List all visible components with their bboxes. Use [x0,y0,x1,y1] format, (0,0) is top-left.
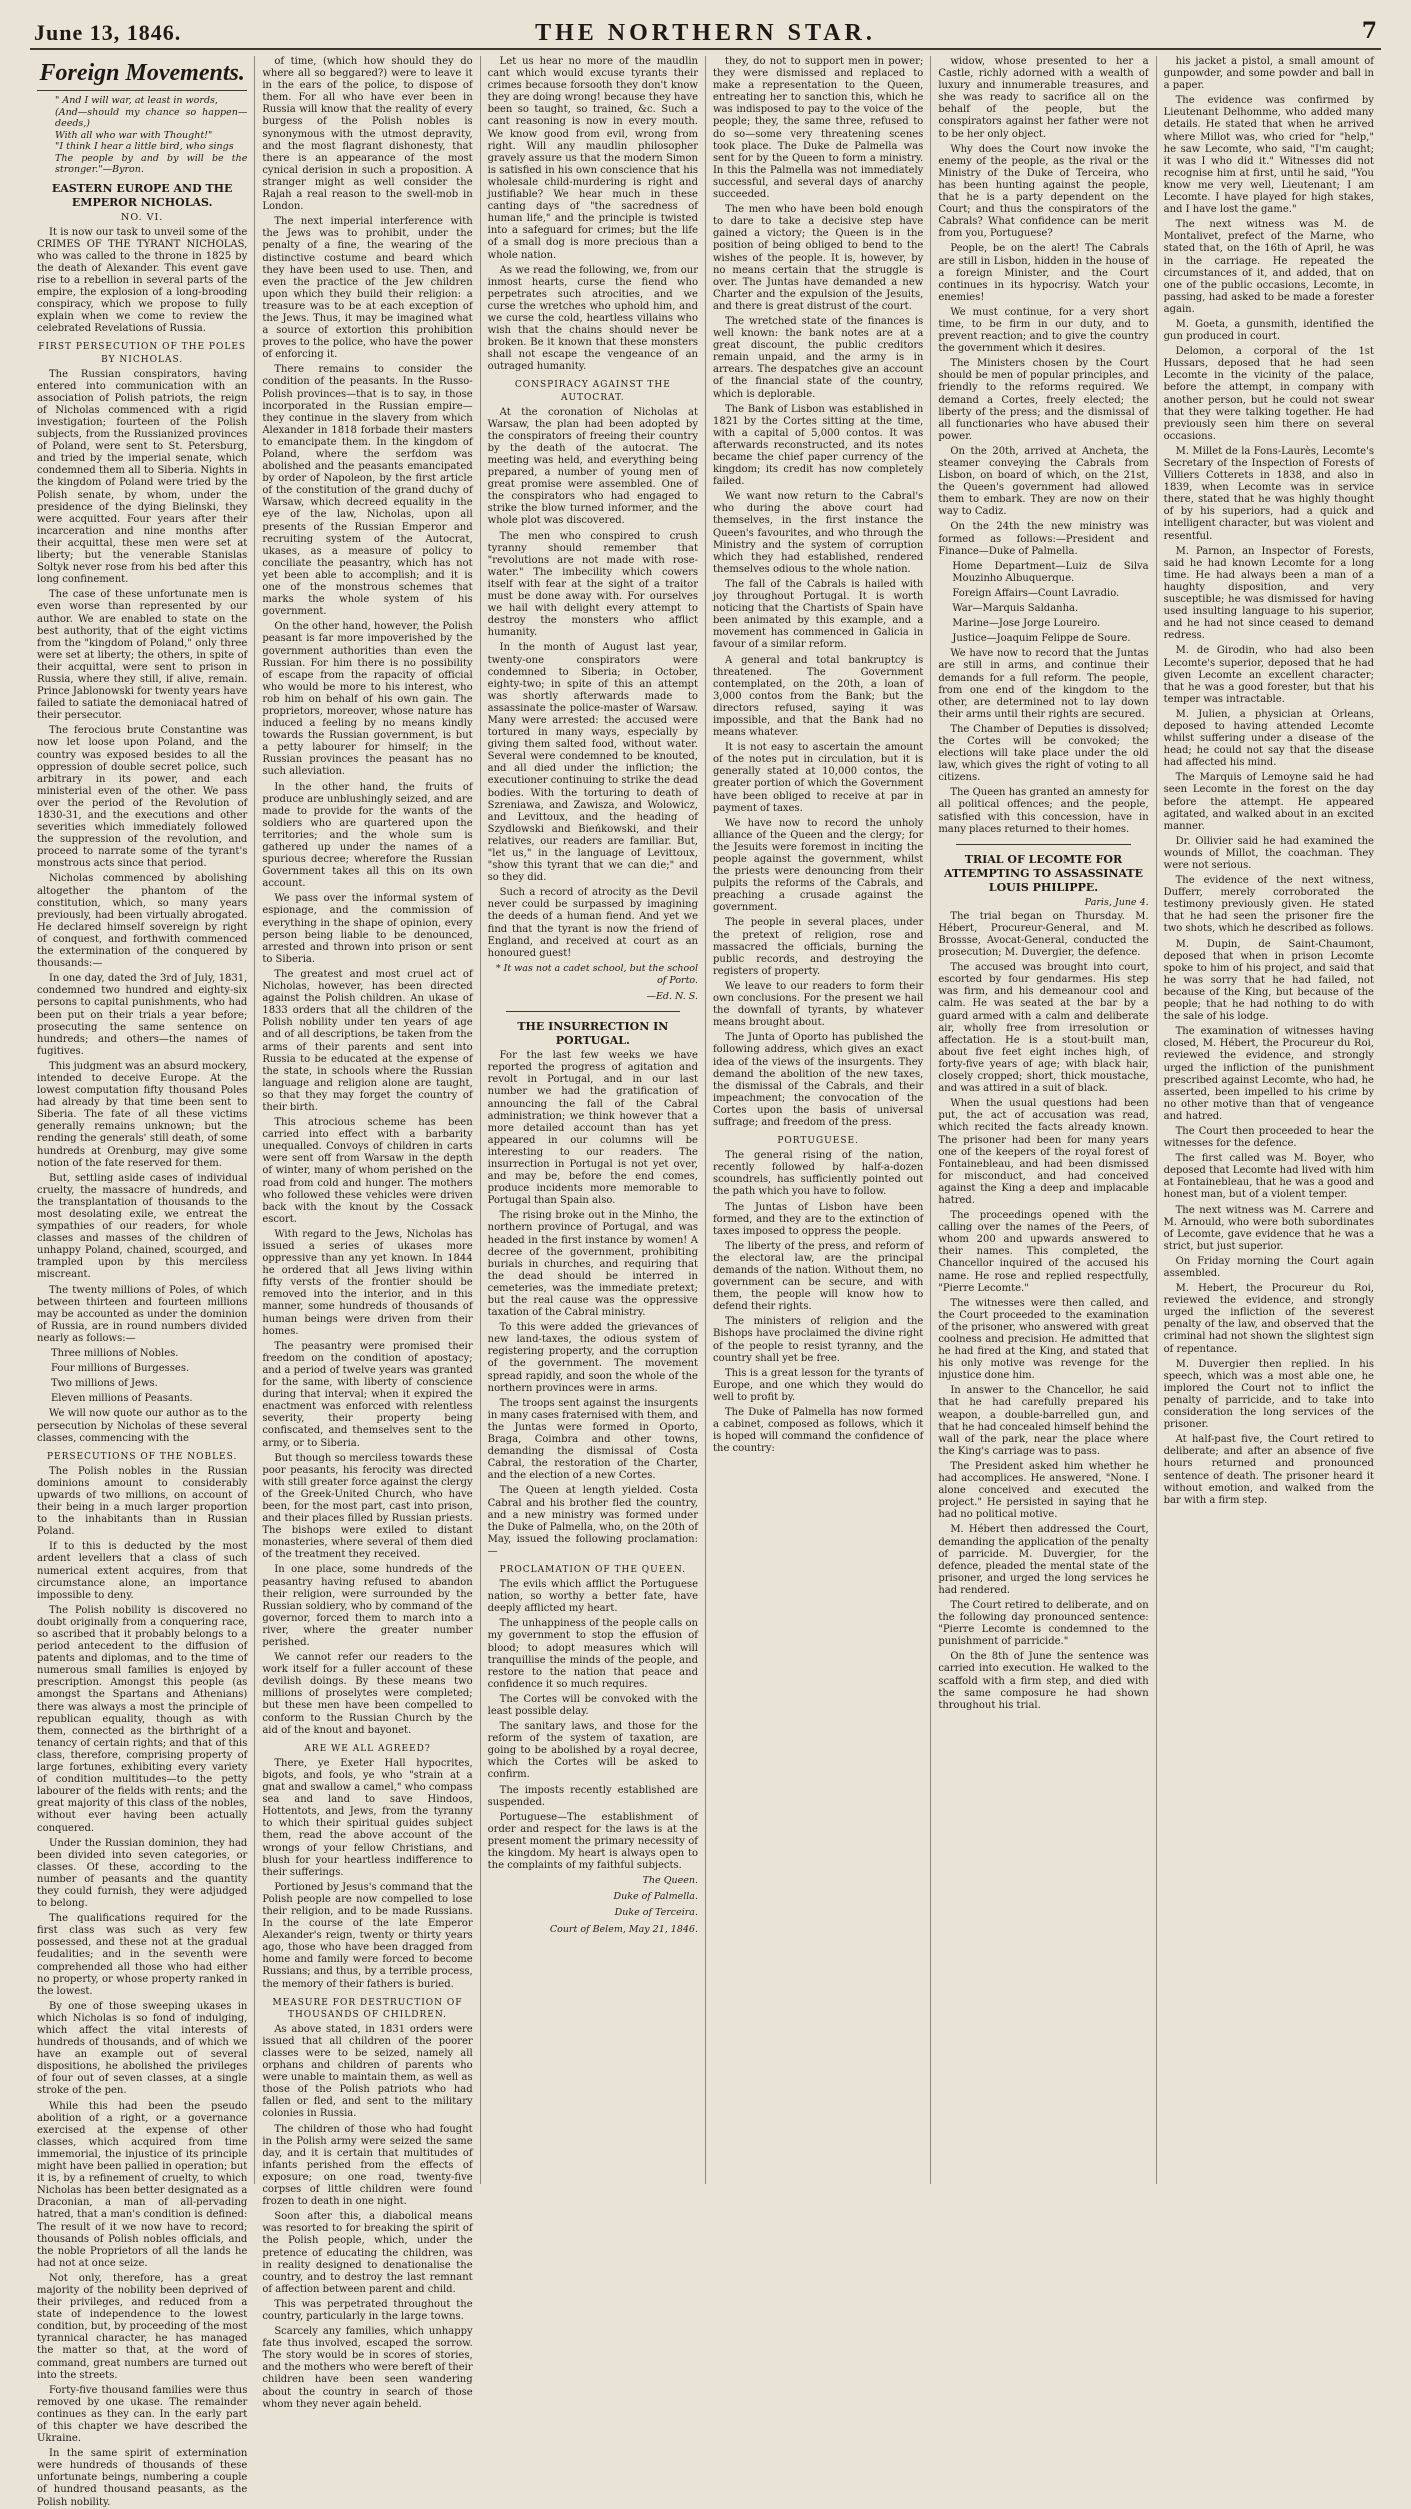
paragraph: The next witness was M. Carrere and M. Arnould, who were both subordinates of Lecomte, gave evidence that he was a strict, but just superior. [1163,1204,1374,1252]
paragraph: Dr. Ollivier said he had examined the wounds of Millot, the coachman. They were not serious. [1163,835,1374,871]
paragraph: The Queen at length yielded. Costa Cabral and his brother fled the country, and a new ministry was formed under the Duke of Palmella, who, on the 20th of May, issued the following proclamation:— [487,1485,698,1557]
paragraph: The Russian conspirators, having entered into communication with an association of Polish patriots, the reign of Nicholas commenced with a rigid investigation; fourteen of the Polish subjects, from the Russianized provinces of Poland, were sent to St. Petersburg, and tried by the imperial senate, which condemned them all to Siberia. Nights in the kingdom of Poland were tried by the Polish senate, by whom, under the presidence of the dying Bielinski, they were acquitted. Four years after their incarceration and nine months after their acquittal, these men were set at liberty; but the venerable Stanislas Soltyk never rose from his bed after this long confinement. [37,368,248,586]
article-title: THE INSURRECTION IN PORTUGAL. [517,1020,669,1048]
paragraph: On the other hand, however, the Polish peasant is far more impoverished by the government authorities than even the Russian. For him there is no possibility of escape from the rapacity of official who would be more to his interest, who rob him on behalf of his own gain. The proprietors, moreover, whose nature has induced a feeling by no means kindly towards the Russian government, is but a petty labourer for himself; in the Russian provinces the peasant has no such alleviation. [262,621,473,778]
paragraph: Soon after this, a diabolical means was resorted to for breaking the spirit of the Polish people, which, under the pretence of educating the children, was in reality designed to denationalise the country, and to destroy the last remnant of affection between parent and child. [262,2211,473,2295]
paragraph: The peasantry were promised their freedom on the condition of apostacy; and a period of twelve years was granted for the same, with liberty of conscience during that interval; when it expired the enactment was enforced with relentless severity, their property being confiscated, and themselves sent to the army, or to Siberia. [262,1340,473,1449]
paragraph: The wretched state of the finances is well known: the bank notes are at a great discount, the public creditors remain unpaid, and the army is in arrears. The despatches give an account of the financial state of the country, which is deplorable. [712,315,924,400]
paragraph: The men who conspired to crush tyranny should remember that "revolutions are not made with rose-water." The imbecility which cowers itself with fear at the sight of a traitor must be done away with. For ourselves we hail with delight every attempt to destroy the monsters who afflict humanity. [487,530,698,639]
paragraph: The fall of the Cabrals is hailed with joy throughout Portugal. It is worth noticing that the Chartists of Spain have been animated by this example, and a movement has commenced in Galicia in favour of a similar reform. [712,578,924,651]
paragraph: The case of these unfortunate men is even worse than represented by our author. We are enabled to state on the best authority, that of the eight victims from the "kingdom of Poland," only three were set at liberty; the others, in spite of their acquittal, were sent to prison in Russia, where they still, if alive, remain. Prince Jablonowski for twenty years have failed to satiate the demoniacal hatred of their persecutor. [37,589,248,722]
paragraph: As we read the following, we, from our inmost hearts, curse the fiend who perpetrates such atrocities, and we curse the wretches who uphold him, and we curse the cold, heartless villains who wish that the chains should never be broken. Be it known that these monsters shall not escape the vengeance of an outraged humanity. [487,264,698,373]
paragraph: The next imperial interference with the Jews was to prohibit, under the penalty of a fine, the wearing of the distinctive costume and beard which they have been used to use. Then, and even the practice of the Jew children upon which they build their religion: a treasure was to be at each exception of the Jews. Thus, it may be imagined what a source of extortion this prohibition proves to the police, who have the power of enforcing it. [262,216,473,361]
subheading: MEASURE FOR DESTRUCTION OF THOUSANDS OF CHILDREN. [272,1997,463,2020]
paragraph: The Juntas of Lisbon have been formed, and they are to the extinction of taxes imposed to oppress the people. [712,1201,924,1237]
paragraph: People, be on the alert! The Cabrals are still in Lisbon, hidden in the house of a foreign Minister, and the Court continues in its hypocrisy. Watch your enemies! [938,243,1149,303]
list-item: Eleven millions of Peasants. [51,1393,193,1405]
paragraph: The examination of witnesses having closed, M. Hébert, the Procureur du Roi, reviewed the evidence, and strongly urged the infliction of the punishment prescribed against Lecomte, who had, he asserted, been impelled to his crime by no other motive than that of vengeance and hatred. [1163,1026,1374,1122]
paragraph: The Polish nobles in the Russian dominions amount to considerably upwards of two millions, on account of their being in a much larger proportion to the inhabitants than in Russian Poland. [37,1465,248,1538]
paragraph: The sanitary laws, and those for the reform of the system of taxation, are going to be abolished by a royal decree, which the Cortes will be asked to confirm. [487,1721,698,1781]
paragraph: The Polish nobility is discovered no doubt originally from a conquering race, so ascribed that it probably belongs to a period antecedent to the diffusion of patents and diplomas, and to the time of numerous small families is enjoyed by prescription. Amongst this people (as amongst the Spartans and Athenians) there was always a most the principle of republican equality, though as with them, connected as the birthright of a tenancy of certain rights; and that of this class, therefore, comprising property of large fortunes, exhibiting every variety of condition multitudes—to the petty labourer of the fields with rents; and the great majority of this class of the nobles, without ever having been actually conquered. [37,1604,248,1834]
paragraph: We want now return to the Cabral's who during the above court had themselves, in the first instance the Queen's favourites, and who through the Ministry and the system of corruption which they had established, rendered themselves odious to the whole nation. [712,491,924,575]
article-title: TRIAL OF LECOMTE FOR ATTEMPTING TO ASSASSINATE LOUIS PHILIPPE. [943,852,1143,894]
column-6 [1157,56,1381,2184]
paragraph: The troops sent against the insurgents in many cases fraternised with them, and the Juntas were formed in Oporto, Braga, Coimbra and other towns, demanding the dismissal of Costa Cabral, the restoration of the Charter, and the election of a new Cortes. [487,1397,698,1482]
paragraph: We will now quote our author as to the persecution by Nicholas of these several classes, commencing with the [37,1408,248,1444]
subheading: PORTUGUESE. [777,1136,859,1147]
paragraph: M. Hébert then addressed the Court, demanding the application of the penalty of parricide. M. Duvergier, for the defence, pleaded the mental state of the prisoner, and urged the long services he had rendered. [938,1524,1149,1596]
paragraph: A general and total bankruptcy is threatened. The Government contemplated, on the 20th, a loan of 3,000 contos from the Bank; but the directors refused, saying it was impossible, and that the Bank had no means whatever. [712,654,924,739]
paragraph: In the month of August last year, twenty-one conspirators were condemned to Siberia; in October, eighty-two; in spite of this an attempt was shortly afterwards made to assassinate the police-master of Warsaw. Many were arrested: the accused were tortured in many ways, especially by giving them salted food, without water. Several were condemned to be knouted, and all died under the infliction; the executioner continuing to strike the dead bodies. With the torturing to death of Szreniawa, and Zawisza, and Wolowicz, and Levittoux, and the heading of Szydlowski and Bieńkowski, and their relatives, our readers are familiar. But, "let us," in the language of Levittoux, "show this tyrant that we can die;" and so they did. [487,642,698,884]
paragraph: While this had been the pseudo abolition of a right, or a governance exercised at the expense of other classes, which acquired from time immemorial, the injustice of its principle might have been pallied in operation; but it is, by a refinement of cruelty, to which Nicholas has been better designated as a Draconian, a man of all-pervading hatred, that a man's condition is defined: The result of it we now have to record; thousands of Polish nobles officials, and the noble Proprietors of all the lands he had not at once seize. [37,2100,248,2269]
paragraph: The imposts recently established are suspended. [487,1784,698,1808]
list-item: Four millions of Burgesses. [51,1363,190,1375]
paragraph: The Queen has granted an amnesty for all political offences; and the people, satisfied with this concession, have in many places returned to their homes. [938,787,1149,835]
paragraph: We cannot refer our readers to the work itself for a fuller account of these devilish doings. By these means two millions of proselytes were completed; but these men have been compelled to conform to the Russian Church by the aid of the knout and bayonet. [262,1652,473,1736]
paragraph: At half-past five, the Court retired to deliberate; and after an absence of five hours returned and pronounced sentence of death. The prisoner heard it without emotion, and walked from the bar with a firm step. [1163,1434,1374,1506]
paragraph: M. Hebert, the Procureur du Roi, reviewed the evidence, and strongly urged the infliction of the severest penalty of the law, and observed that the criminal had not shown the slightest sign of repentance. [1163,1283,1374,1355]
list-item: War—Marquis Saldanha. [952,603,1079,615]
paragraph: The next witness was M. de Montalivet, prefect of the Marne, who stated that, on the 16th of April, he was in the carriage. He repeated the circumstances of it, and added, that on one of the public occasions, Lecomte, in passing, had asked to be made a forester again. [1163,219,1374,315]
paragraph: Forty-five thousand families were thus removed by one ukase. The remainder continues as they can. In the early part of this chapter we have described the Ukraine. [37,2384,248,2445]
subheading: CONSPIRACY AGAINST THE AUTOCRAT. [514,380,671,403]
paragraph: The witnesses were then called, and the Court proceeded to the examination of the prisoner, who answered with great coolness and precision. He admitted that he had fired at the King, and stated that his only motive was revenge for the injustice done him. [938,1297,1149,1382]
paragraph: they, do not to support men in power; they were dismissed and replaced to make a representation to the Queen, entreating her to sanction this, which he was indisposed to pay to the voice of the people; they, the same three, refused to do so—some very threatening scenes took place. The Duke de Palmella was sent for by the Queen to form a ministry. In this the Palmella was not immediately successful, and several days of anarchy succeeded. [712,56,924,201]
article-title: EASTERN EUROPE AND THE EMPEROR NICHOLAS. [51,181,233,209]
subheading: PROCLAMATION OF THE QUEEN. [499,1564,687,1575]
paragraph: M. Millet de la Fons-Laurès, Lecomte's Secretary of the Inspection of Forests of Villiers Cotterets in 1838, and also in 1839, when Lecomte was in service there, stated that he was highly thought of by his superiors, had a quick and intelligent character, but was violent and resentful. [1163,445,1374,542]
paragraph: of time, (which how should they do where all so beggared?) were to leave it in the ears of the police, to dispose of them. For all who have ever been in Russia will know that the reality of every burgess of the Polish nobles is synonymous with the utmost depravity, and the most flagrant dishonesty, that there is an appearance of the most cynical derision in such a proposition. A stranger might as well consider the Rajah a real reason to the swell-mob in London. [262,56,473,213]
paragraph: Portuguese—The establishment of order and respect for the laws is at the present moment the primary necessity of the kingdom. My heart is always open to the complaints of my faithful subjects. [487,1811,698,1872]
list-item: Two millions of Jews. [51,1378,158,1390]
paragraph: The rising broke out in the Minho, the northern province of Portugal, and was headed in the first instance by women! A decree of the government, prohibiting burials in churches, and requiring that the dead should be interred in cemeteries, was the immediate pretext; but the real cause was the oppressive taxation of the Cabral ministry. [487,1210,698,1319]
paragraph: When the usual questions had been put, the act of accusation was read, which recited the facts already known. The prisoner had been for many years one of the keepers of the royal forest of Fontainebleau, and had been dismissed for misconduct, and had conceived against the King a deep and implacable hatred. [938,1098,1149,1206]
paragraph: This was perpetrated throughout the country, particularly in the large towns. [262,2298,473,2322]
column-2 [255,56,480,2410]
paragraph: The Duke of Palmella has now formed a cabinet, composed as follows, which it is hoped will command the confidence of the country: [712,1407,924,1455]
section-title: Foreign Movements. [37,58,247,91]
paragraph: This is a great lesson for the tyrants of Europe, and one which they would do well to profit by. [712,1367,924,1403]
ministry-list [938,561,1148,646]
paragraph: Scarcely any families, which unhappy fate thus involved, escaped the sorrow. The story would be in scores of stories, and the mothers who were bereft of their children have been seen wandering about the country in search of those whom they never again beheld. [262,2326,473,2410]
paragraph: The twenty millions of Poles, of which between thirteen and fourteen millions may be accounted as under the dominion of Russia, are in round numbers divided nearly as follows:— [37,1284,248,1344]
paragraph: Such a record of atrocity as the Devil never could be surpassed by imagining the deeds of a human fiend. And yet we find that the tyrant is now the friend of England, and received at court as an honoured guest! [487,887,698,959]
paragraph: The Bank of Lisbon was established in 1821 by the Cortes sitting at the time, with a capital of 5,000 contos. It was afterwards reconstructed, and its notes became the chief paper currency of the kingdom; its credit has now completely failed. [712,403,924,488]
paragraph: The children of those who had fought in the Polish army were seized the same day, and it is certain that multitudes of infants perished from the effects of exposure; on one road, twenty-five corpses of little children were found frozen to death in one night. [262,2123,473,2208]
paragraph: With regard to the Jews, Nicholas has issued a series of ukases more oppressive than any yet known. In 1844 he ordered that all Jews living within fifty versts of the frontier should be removed into the interior, and in this manner, some hundreds of thousands of human beings were driven from their homes. [262,1228,473,1337]
paragraph: In the same spirit of extermination were hundreds of thousands of these unfortunate beings, numbering a couple of hundred thousand peasants, as the Polish nobility. [37,2448,248,2508]
paragraph: The ferocious brute Constantine was now let loose upon Poland, and the country was exposed besides to all the oppression of double secret police, such arbitrary in its power, and each ministerial even of the other. We pass over the period of the Revolution of 1830-31, and the executions and other severities which immediately followed the suppression of the revolution, and proceed to narrate some of the tyrant's monstrous acts since that period. [37,725,248,870]
paragraph: The Court then proceeded to hear the witnesses for the defence. [1163,1125,1374,1150]
paragraph: On the 24th the new ministry was formed as follows:—President and Finance—Duke of Palmella. [938,521,1149,557]
column-3 [481,56,706,2184]
paragraph: M. Julien, a physician at Orleans, deposed to having attended Lecomte whilst suffering under a disease of the head; he could not say that the disease had affected his mind. [1163,708,1374,769]
dateline: Court of Belem, May 21, 1846. [549,1923,698,1935]
paragraph: Under the Russian dominion, they had been divided into seven categories, or classes. Of these, according to the number of peasants and the quantity they could furnish, they were adjudged to belong. [37,1837,248,1910]
paragraph: The men who have been bold enough to dare to take a decisive step have gained a victory; the Queen is in the position of being obliged to bend to the wishes of the people. It is, however, by no means certain that the struggle is over. The Juntas have demanded a new Charter and the expulsion of the Jesuits, and there is great distrust of the court. [712,204,924,312]
paragraph: Let us hear no more of the maudlin cant which would excuse tyrants their crimes because forsooth they don't know they are doing wrong! because they have been so taught, so trained, &c. Such a cant reasoning is now in every mouth. We know good from evil, wrong from right. Will any maudlin philosopher gravely assure us that the modern Simon is satisfied in his own conscience that his wholesale child-murdering is right and justifiable? We hear much in these canting days of "the sacredness of human life," and the principle is twisted into a safeguard for crimes; but the life of a small dog is more precious than a whole nation. [487,56,698,261]
paragraph: There remains to consider the condition of the peasants. In the Russo-Polish provinces—that is to say, in those incorporated in the Russian empire—they continue in the slavery from which Alexander in 1818 forbade their masters to emancipate them. In the kingdom of Poland, where the serfdom was abolished and the peasants emancipated by order of Napoleon, by the first article of the constitution of the grand duchy of Warsaw, which decreed equality in the eye of the law, Nicholas, upon all presents of the Russian Emperor and recruiting system of the Autocrat, ukases, as a measure of policy to conciliate the peasantry, which has not yet been able to accomplish; and it is one of the monstrous schemes that marks the whole system of his government. [262,364,473,618]
paragraph: The unhappiness of the people calls on my government to stop the effusion of blood; to adopt measures which will tranquillise the minds of the people, and restore to the nation that peace and confidence it so much requires. [487,1618,698,1690]
paragraph: In the other hand, the fruits of produce are unblushingly seized, and are made to provide for the wants of the soldiers who are quartered upon the territories; and the whole sum is gathered up under the names of a spurious decree; wherefore the Russian Government takes all this on its own account. [262,781,473,890]
paragraph: Not only, therefore, has a great majority of the nobility been deprived of their privileges, and reduced from a state of independence to the lowest condition, but, by proceeding of the most tyrannical character, he has managed the matter so that, at the word of command, great numbers are turned out into the streets. [37,2272,248,2381]
list-item: Three millions of Nobles. [51,1348,179,1360]
paragraph: But though so merciless towards these poor peasants, his ferocity was directed with still greater force against the clergy of the Greek-United Church, who have been, for the most part, cast into prison, and their places filled by Russian priests. The bishops were exiled to distant monasteries, where several of them died of the treatment they received. [262,1452,473,1561]
list-item: Marine—Jose Jorge Loureiro. [952,618,1101,630]
paragraph: The qualifications required for the first class was such as very few possessed, and these not at the gradual feudalities; and in the seventh were comprehended all those who had either no property, or whose property ranked in the lowest. [37,1913,248,1997]
epigraph-line: " And I will war, at least in words, [55,95,218,106]
paragraph: On the 20th, arrived at Ancheta, the steamer conveying the Cabrals from Lisbon, on board of which, on the 21st, the Queen's government had allowed them to embark. They are now on their way to Cadiz. [938,445,1149,518]
paragraph: We pass over the informal system of espionage, and the commission of everything in the shape of opinion, every person being liable to be denounced, arrested and thrown into prison or sent to Siberia. [262,893,473,965]
paragraph: For the last few weeks we have reported the progress of agitation and revolt in Portugal, and in our last number we had the gratification of announcing the fall of the Cabral administration; we think however that a more detailed account than has yet appeared in our columns will be interesting to our readers. The insurrection in Portugal is not yet over, and may be, before the end comes, produce incidents more memorable to Portugal than Spain also. [487,1050,698,1207]
divider [956,844,1130,845]
paragraph: The people in several places, under the pretext of religion, rose and massacred the officials, burning the public records, and destroying the registers of property. [712,917,924,977]
footnote: * It was not a cadet school, but the school of Porto. [495,962,698,986]
article-number: NO. VI. [121,211,164,223]
paragraph: This judgment was an absurd mockery, intended to deceive Europe. At the lowest computation fifty thousand Poles had already by that time been sent to Siberia. The fate of all these victims generally remains unknown; but the rending the generals' still death, of some hundreds at Orenburg, may give some notion of the fate reserved for them. [37,1060,248,1169]
column-4 [706,56,931,2184]
paragraph: The President asked him whether he had accomplices. He answered, "None. I alone conceived and executed the project." He persisted in saying that he had no political motive. [938,1460,1149,1521]
paragraph: But, settling aside cases of individual cruelty, the massacre of hundreds, and the transplantation of thousands to the most desolating exile, we entreat the sympathies of our readers, for whole classes and masses of the children of unhappy Poland, chained, scourged, and trampled upon by this merciless miscreant. [37,1172,248,1281]
divider [506,1011,680,1012]
paragraph: We leave to our readers to form their own conclusions. For the present we hail the downfall of tyrants, by whatever means brought about. [712,980,924,1029]
signature: Duke of Palmella. [613,1891,698,1903]
paragraph: On Friday morning the Court again assembled. [1163,1255,1374,1279]
paragraph: Nicholas commenced by abolishing altogether the phantom of the constitution, which, so many years previously, had been virtually abrogated. He declared himself sovereign by right of conquest, and forthwith commenced the extermination of the conquered by thousands:— [37,873,248,970]
paragraph: The ministers of religion and the Bishops have proclaimed the divine right of the people to resist tyranny, and the country shall yet be free. [712,1316,924,1364]
paragraph: widow, whose presented to her a Castle, richly adorned with a wealth of luxury and innumerable treasures, and she was ready to sacrifice all on the behalf of the people, but the conspirators against her father were not to be her only object. [938,56,1149,140]
paragraph: There, ye Exeter Hall hypocrites, bigots, and fools, ye who "strain at a gnat and swallow a camel," who compass sea and land to save Hindoos, Hottentots, and Jews, from the tyranny to which their spiritual guides subject them, read the above account of the wrongs of your fellow Christians, and blush for your heartless indifference to their sufferings. [262,1757,473,1878]
paragraph: M. Goeta, a gunsmith, identified the gun produced in court. [1163,318,1374,343]
paragraph: We have now to record the unholy alliance of the Queen and the clergy; for the Jesuits were foremost in inciting the people against the government, whilst the priests were denouncing from their pulpits the reforms of the Cabrals, and preaching a crusade against the government. [712,817,924,914]
paragraph: It is not easy to ascertain the amount of the notes put in circulation, but it is generally stated at 10,000 contos, the greater portion of which the Government have been obliged to receive at par in payment of taxes. [712,742,924,814]
paragraph: On the 8th of June the sentence was carried into execution. He walked to the scaffold with a firm step, and died with the same composure he had shown throughout his trial. [938,1651,1149,1711]
editor-signature: —Ed. N. S. [646,991,698,1003]
list-item: Foreign Affairs—Count Lavradio. [952,587,1120,599]
population-list [37,1348,247,1405]
paragraph: The trial began on Thursday. M. Hébert, Procureur-General, and M. Brossse, Avocat-General, conducted the prosecution; M. Duvergier, the defence. [938,910,1149,959]
subheading: ARE WE ALL AGREED? [304,1743,431,1754]
column-1 [30,56,255,2508]
paragraph: M. Duvergier then replied. In his speech, which was a most able one, he implored the Court not to inflict the penalty of parricide, and to take into consideration the long services of the prisoner. [1163,1358,1374,1431]
epigraph-line: "I think I hear a little bird, who sings [55,141,234,152]
epigraph-line: The people by and by will be the stronger."—Byron. [55,152,248,175]
epigraph-line: With all who war with Thought!" [55,129,213,141]
paragraph: his jacket a pistol, a small amount of gunpowder, and some powder and ball in a paper. [1163,56,1374,92]
paragraph: It is now our task to unveil some of the CRIMES OF THE TYRANT NICHOLAS, who was called to the throne in 1825 by the death of Alexander. This event gave rise to a rebellion in several parts of the empire, the explosion of a long-brooding conspiracy, which we propose to fully explain when we come to review the celebrated Revelations of Russia. [37,226,248,335]
paragraph: To this were added the grievances of new land-taxes, the odious system of registering property, and the corruption of the government. The movement spread rapidly, and soon the whole of the northern provinces were in arms. [487,1322,698,1394]
paragraph: We have now to record that the Juntas are still in arms, and continue their demands for a full reform. The people, from one end of the kingdom to the other, are determined not to lay down their arms until their rights are secured. [938,648,1149,720]
paragraph: The Junta of Oporto has published the following address, which gives an exact idea of the views of the insurgents. They demand the abolition of the new taxes, the dismissal of the Cabrals, and their impeachment; the convocation of the Cortes upon the basis of universal suffrage; and freedom of the press. [712,1032,924,1128]
paragraph: As above stated, in 1831 orders were issued that all children of the poorer classes were to be seized, namely all orphans and children of parents who were unable to maintain them, as well as those of the Polish patriots who had fallen or fled, and sent to the military colonies in Russia. [262,2023,473,2120]
signature: The Queen. [642,1875,698,1887]
paragraph: In one day, dated the 3rd of July, 1831, condemned two hundred and eighty-six persons to capital punishments, who had been put on their trials a year before; prosecuting the same sentence on hundreds; and others—the names of fugitives. [37,973,248,1057]
paragraph: M. Dupin, de Saint-Chaumont, deposed that when in prison Lecomte spoke to him of his project, and said that he was sorry that he had failed, not because of the King, but because of the people; that he had nothing to do with the sale of his lodge. [1163,938,1374,1023]
paragraph: We must continue, for a very short time, to be firm in our duty, and to prevent reaction; and to give the country the government which it desires. [938,306,1149,355]
column-grid [30,56,1381,2508]
paragraph: The Chamber of Deputies is dissolved; the Cortes will be convoked; the elections will take place under the old law, which gives the right of voting to all citizens. [938,723,1149,784]
subheading: FIRST PERSECUTION OF THE POLES BY NICHOLAS. [38,342,247,365]
paragraph: At the coronation of Nicholas at Warsaw, the plan had been adopted by the conspirators of freeing their country by the death of the autocrat. The meeting was held, and everything being prepared, a number of young men of great promise were assembled. One of the conspirators who had engaged to strike the blow turned informer, and the whole plot was discovered. [487,406,698,527]
subheading: PERSECUTIONS OF THE NOBLES. [46,1451,238,1462]
paragraph: M. de Girodin, who had also been Lecomte's superior, deposed that he had given Lecomte an excellent character; that he was a good forester, but that his temper was intractable. [1163,645,1374,705]
paragraph: The evidence was confirmed by Lieutenant Delhomme, who added many details. He stated that when he arrived where Millot was, who cried for "help," he saw Lecomte, who said, "I'm caught; it was I who did it." Witnesses did not recognise him at first, until he said, "You know me very well, Lieutenant; I am Lecomte. I have played for high stakes, and I have lost the game." [1163,95,1374,216]
paragraph: Why does the Court now invoke the enemy of the people, as the rival or the Ministry of the Duke of Terceira, who has been hunting against the people, that he is a party dependent on the Court; and thus the conspirators of the Cabrals? What confidence can be merit from you, Portuguese? [938,143,1149,240]
paragraph: The first called was M. Boyer, who deposed that Lecomte had lived with him at Fontainebleau, that he was a good and honest man, but of a violent temper. [1163,1153,1374,1201]
paragraph: The proceedings opened with the calling over the names of the Peers, of whom 200 and upwards answered to their names. This completed, the Chancellor inquired of the accused his name. He rose and replied respectfully, "Pierre Lecomte." [938,1210,1149,1294]
paragraph: The accused was brought into court, escorted by four gendarmes. His step was firm, and his demeanour cool and calm. He was seated at the bar by a guard armed with a calm and deliberate air, wholly free from irresolution or affectation. He is a stout-built man, about five feet eight inches high, of forty-five years of age; with black hair, closely cropped; short, thick moustache, and was attired in a suit of black. [938,962,1149,1095]
page-number: 7 [1361,18,1377,44]
paragraph: The Marquis of Lemoyne said he had seen Lecomte in the forest on the day before the attempt. He appeared agitated, and walked about in an excited manner. [1163,772,1374,832]
epigraph-line: (And—should my chance so happen—deeds,) [55,106,248,129]
masthead [30,14,1381,50]
paragraph: M. Parnon, an Inspector of Forests, said he had known Lecomte for a long time. He had always been a man of a haughty disposition, and very susceptible; he was dismissed for having used insulting language to his superior, and he had not since ceased to demand redress. [1163,545,1374,642]
paragraph: The Ministers chosen by the Court should be men of popular principles, and friendly to the reforms required. We demand a Cortes, freely elected; the liberty of the press; and the dismissal of all functionaries who have abused their power. [938,358,1149,442]
paragraph: The general rising of the nation, recently followed by half-a-dozen scoundrels, has sufficiently pointed out the path which you have to follow. [712,1150,924,1198]
paragraph: The liberty of the press, and reform of the electoral law, are the principal demands of the nation. Without them, no government can be secure, and with them, the people will know how to defend their rights. [712,1240,924,1313]
list-item: Justice—Joaquim Felippe de Soure. [952,633,1131,645]
paragraph: The evils which afflict the Portuguese nation, so worthy a better fate, have deeply afflicted my heart. [487,1579,698,1615]
paragraph: In answer to the Chancellor, he said that he had carefully prepared his weapon, a double-barrelled gun, and that he had concealed himself behind the wall of the park, near the place where the King's carriage was to pass. [938,1385,1149,1457]
column-5 [931,56,1156,2184]
paragraph: By one of those sweeping ukases in which Nicholas is so fond of indulging, which affect the vital interests of hundreds of thousands, and of which we have an example out of several dispositions, he abolished the privileges of four out of seven classes, at a single stroke of the pen. [37,2000,248,2097]
paragraph: Portioned by Jesus's command that the Polish people are now compelled to lose their religion, and to be made Russians. In the course of the late Emperor Alexander's reign, twenty or thirty years ago, those who have been dragged from home and family were forced to become Russians; and thus, by a terrible process, the memory of their fathers is buried. [262,1881,473,1990]
dateline: Paris, June 4. [1084,896,1149,908]
newspaper-title: THE NORTHERN STAR. [535,20,876,46]
paragraph: The greatest and most cruel act of Nicholas, however, has been directed against the Polish children. An ukase of 1833 orders that all the children of the Polish nobility under ten years of age and of all descriptions, be taken from the arms of their parents and sent into Russia to be educated at the expense of the state, in schools where the Russian language and religion alone are taught, so that they may forget the country of their birth. [262,968,473,1113]
epigraph [55,95,247,176]
list-item: Home Department—Luiz de Silva Mouzinho Albuquerque. [952,560,1149,584]
paragraph: The Court retired to deliberate, and on the following day pronounced sentence: "Pierre Lecomte is condemned to the punishment of parricide." [938,1599,1149,1648]
paragraph: Delomon, a corporal of the 1st Hussars, deposed that he had seen Lecomte in the vicinity of the palace, before the attempt, in company with another person, but he could not swear that they were talking together. He had previously seen him there on several occasions. [1163,346,1374,442]
signature: Duke of Terceira. [614,1907,698,1919]
paragraph: This atrocious scheme has been carried into effect with a barbarity unequalled. Convoys of children in carts were sent off from Warsaw in the depth of winter, many of whom perished on the road from cold and hunger. The mothers who followed these vehicles were driven back with the knout by the Cossack escort. [262,1117,473,1225]
paragraph: In one place, some hundreds of the peasantry having refused to abandon their religion, were surrounded by the Russian soldiery, who by command of the governor, forced them to march into a river, where the greater number perished. [262,1564,473,1648]
paragraph: The evidence of the next witness, Dufferr, merely corroborated the testimony previously given. He stated that he had seen the prisoner fire the two shots, which he described as follows. [1163,875,1374,935]
paragraph: If to this is deducted by the most ardent levellers that a class of such numerical extent acquires, from that circumstance alone, an importance impossible to deny. [37,1541,248,1601]
issue-date: June 13, 1846. [34,20,182,45]
paragraph: The Cortes will be convoked with the least possible delay. [487,1693,698,1717]
